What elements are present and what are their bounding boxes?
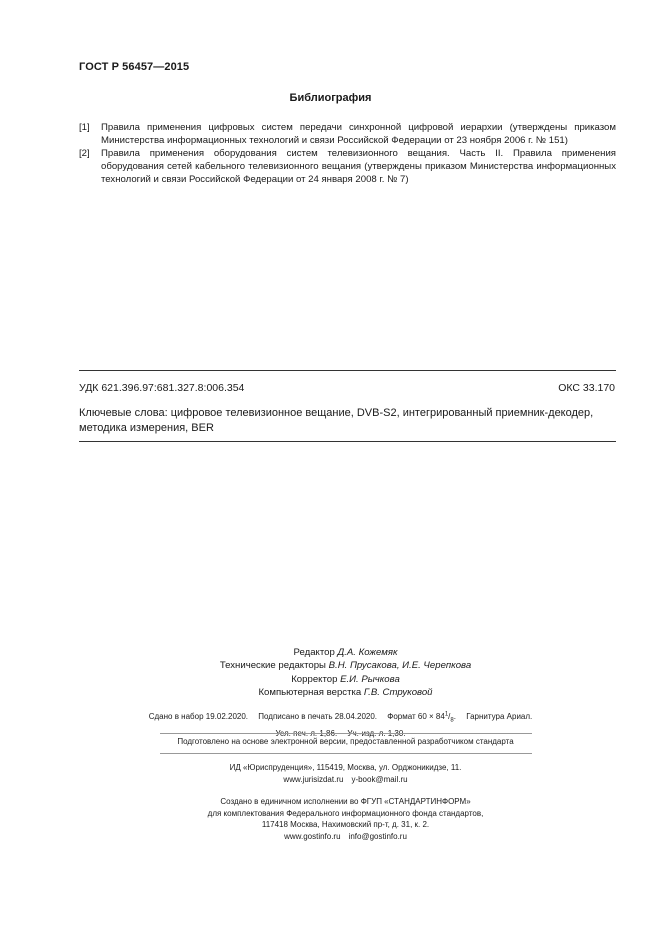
credit-name: Д.А. Кожемяк (337, 647, 398, 658)
bibliography-title: Библиография (289, 92, 372, 104)
print-info (0, 708, 661, 740)
publisher-contacts (30, 774, 661, 786)
prepared-divider (160, 753, 532, 754)
oks-code: ОКС 33.170 (558, 382, 615, 394)
publisher-address: ИД «Юриспруденция», 115419, Москва, ул. Орджоникидзе, 11. (229, 763, 462, 772)
creator-contacts (30, 831, 661, 843)
creator-address: 117418 Москва, Нахимовский пр-т, д. 31, к. 2. (261, 820, 430, 829)
bibliography-item-number: [1] (79, 122, 90, 133)
creator-website-link[interactable]: www.gostinfo.ru (284, 831, 341, 841)
bibliography-item (79, 121, 616, 147)
creator-line: Создано в единичном исполнении во ФГУП «СТАНДАРТИНФОРМ» (220, 797, 471, 806)
credit-tech-editors (0, 659, 661, 672)
standard-number: ГОСТ Р 56457—2015 (79, 61, 190, 73)
publishing-sheets: Уч.-изд. л. 1,30. (347, 729, 406, 739)
publisher-block (0, 762, 661, 786)
credits-block (0, 646, 661, 699)
bibliography-item-number: [2] (79, 148, 90, 159)
print-info-divider (160, 733, 532, 734)
credit-role: Редактор (293, 647, 335, 658)
creator-line: для комплектования Федерального информационного фонда стандартов, (207, 808, 484, 818)
top-divider (79, 370, 616, 371)
credit-layout (0, 686, 661, 699)
bibliography-item-text: Правила применения цифровых систем передачи синхронной цифровой иерархии (утверждены приказом Министерства информационных технологий и связи Российской Федерации от 23 ноября 2006 г. № 151) (101, 122, 616, 146)
publisher-website-link[interactable]: www.jurisizdat.ru (283, 775, 344, 784)
credit-role: Корректор (291, 673, 338, 685)
print-info-row (0, 708, 661, 727)
credit-editor (0, 646, 661, 659)
creator-email-link[interactable]: info@gostinfo.ru (348, 831, 407, 841)
bibliography-item-text: Правила применения оборудования систем телевизионного вещания. Часть II. Правила применения оборудования сетей кабельного телевизионного вещания (утверждены приказом Министерства информационных технологий и связи Российской Федерации от 24 января 2008 г. № 7) (101, 148, 616, 185)
print-sheets: Усл. печ. л. 1,86. (275, 729, 338, 739)
credit-role: Технические редакторы (219, 660, 326, 672)
credit-proofreader (0, 673, 661, 686)
typeface: Гарнитура Ариал. (466, 711, 533, 721)
credit-name: Е.И. Рычкова (340, 673, 400, 685)
signed-date: Подписано в печать 28.04.2020. (258, 711, 378, 721)
keywords-divider (79, 441, 616, 442)
keywords: Ключевые слова: цифровое телевизионное вещание, DVB-S2, интегрированный приемник-декодер, методика измерения, BER (79, 407, 594, 434)
udk-code: УДК 621.396.97:681.327.8:006.354 (79, 382, 245, 394)
publisher-email-link[interactable]: y-book@mail.ru (351, 775, 408, 784)
prepared-note: Подготовлено на основе электронной версии, предоставленной разработчиком стандарта (177, 737, 514, 746)
bibliography-list (79, 121, 616, 186)
paper-format: Формат $60 \times 84^1/_8$. (387, 711, 456, 724)
credit-name: Г.В. Струковой (363, 686, 433, 698)
bibliography-item (79, 147, 616, 186)
credit-name: В.Н. Прусакова, И.Е. Черепкова (328, 660, 472, 672)
credit-role: Компьютерная верстка (258, 686, 362, 698)
submitted-date: Сдано в набор 19.02.2020. (148, 711, 249, 721)
creator-block (0, 796, 661, 842)
